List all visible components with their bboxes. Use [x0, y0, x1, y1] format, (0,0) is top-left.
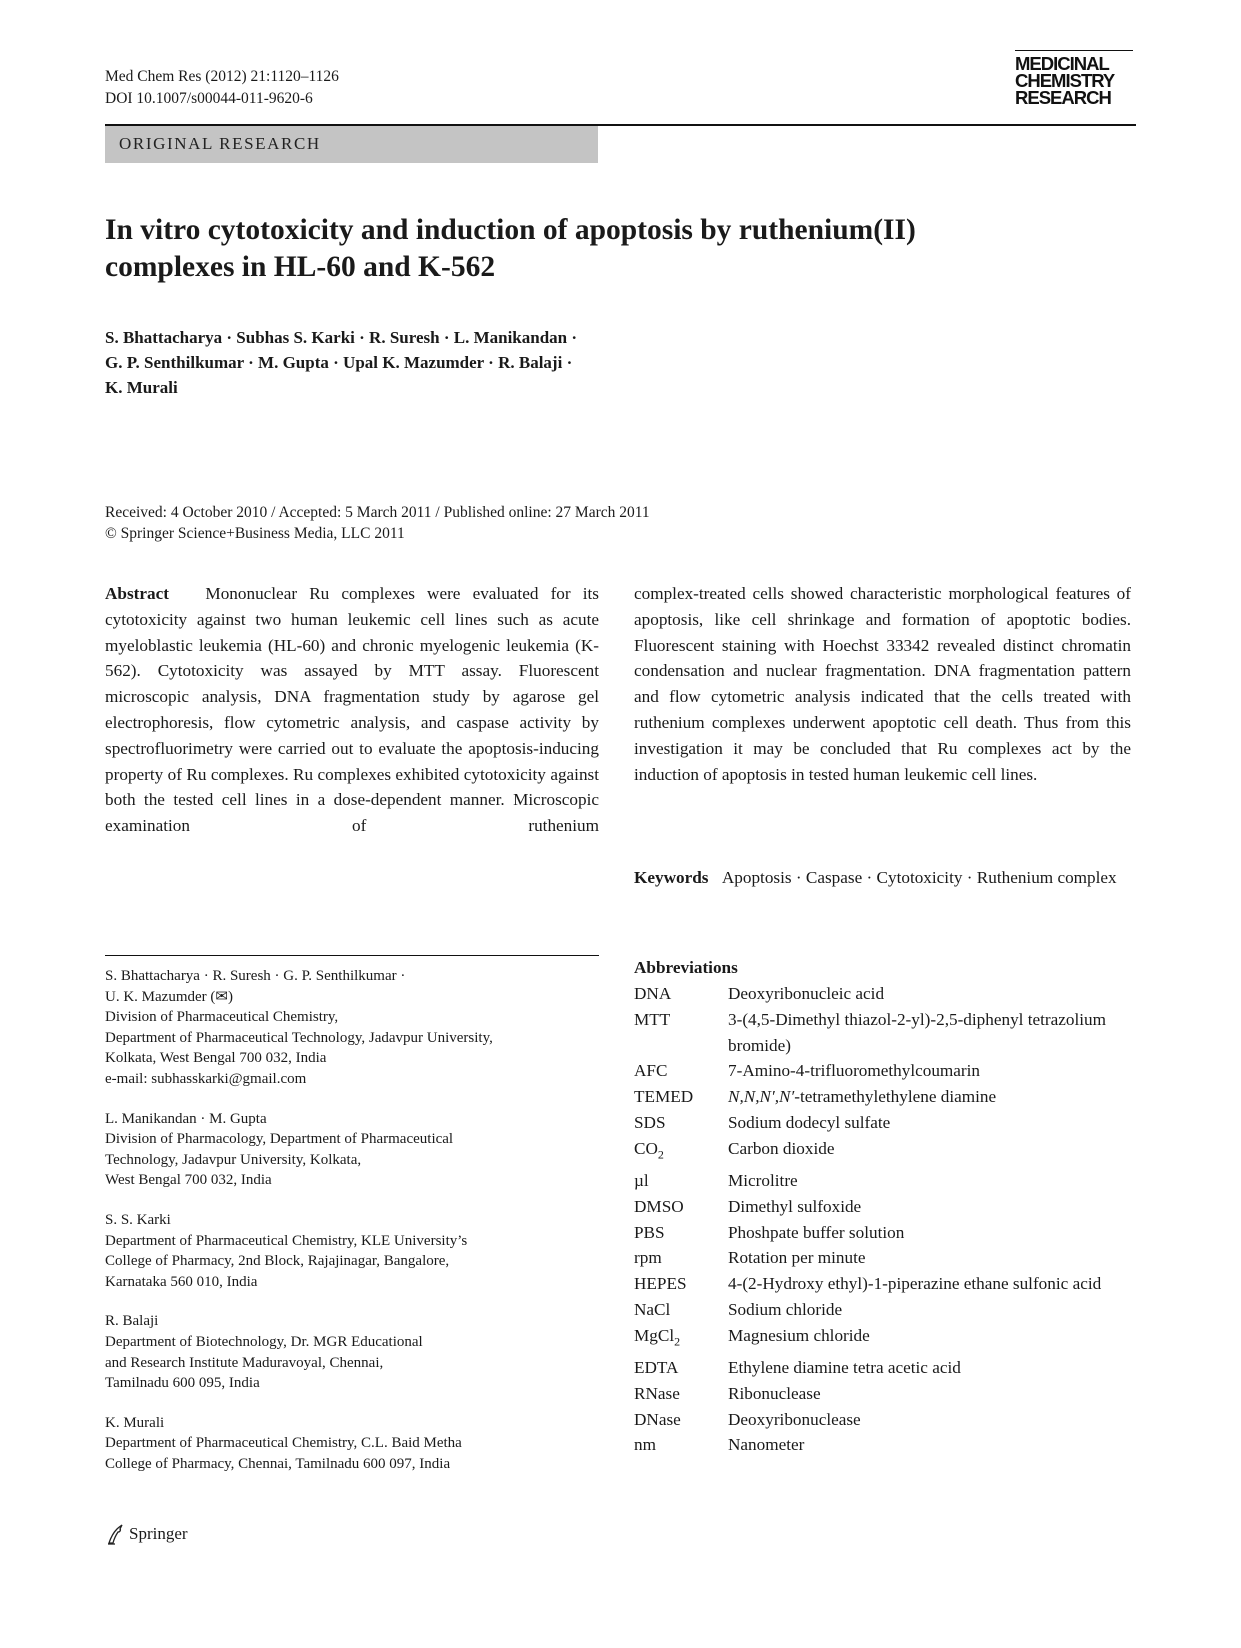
abbreviation-row — [634, 1407, 1134, 1433]
journal-reference — [105, 66, 339, 110]
abbreviation-row — [634, 1110, 1134, 1136]
affiliation-block — [105, 1413, 599, 1475]
article-title — [105, 212, 1136, 286]
email-line[interactable]: e-mail: subhasskarki@gmail.com — [105, 1070, 307, 1087]
publication-dates — [105, 502, 1136, 544]
abbreviation-row — [634, 1271, 1134, 1297]
affiliation-line: Department of Pharmaceutical Chemistry, C.L. Baid Metha — [105, 1435, 462, 1452]
affiliation-line: Division of Pharmaceutical Chemistry, — [105, 1009, 339, 1026]
abbreviation-row — [634, 1297, 1134, 1323]
affiliation-names: S. Bhattacharya · R. Suresh · G. P. Senthilkumar · — [105, 968, 406, 984]
affiliation-block — [105, 1311, 599, 1393]
abbreviation-row — [634, 1381, 1134, 1407]
affiliation-block — [105, 1109, 599, 1191]
authors-line: G. P. Senthilkumar · M. Gupta · Upal K. Mazumder · R. Balaji · — [105, 353, 573, 372]
abbreviations-title: Abbreviations — [634, 958, 738, 977]
abbreviation-term: PBS — [634, 1222, 665, 1242]
abbreviation-definition: Nanometer — [728, 1435, 805, 1455]
affiliation-names: K. Murali — [105, 1414, 165, 1431]
dates-line: Received: 4 October 2010 / Accepted: 5 March 2011 / Published online: 27 March 2011 — [105, 504, 650, 521]
abstract-label: Abstract — [105, 584, 169, 603]
keywords-label: Keywords — [634, 868, 709, 887]
abbreviation-term: NaCl — [634, 1300, 671, 1319]
abbreviation-term: MTT — [634, 1009, 671, 1029]
abbreviation-definition: Ethylene diamine tetra acetic acid — [728, 1358, 961, 1378]
abbreviation-row — [634, 1058, 1134, 1084]
author-list — [105, 325, 1005, 400]
abbreviation-row — [634, 1323, 1134, 1355]
affiliation-block — [105, 1210, 599, 1292]
doi: DOI 10.1007/s00044-011-9620-6 — [105, 90, 313, 107]
logo-line: RESEARCH — [1015, 87, 1111, 108]
abbreviation-row — [634, 1084, 1134, 1110]
abbreviation-row — [634, 981, 1134, 1007]
abbreviation-row — [634, 1136, 1134, 1168]
keywords-text: Apoptosis · Caspase · Cytotoxicity · Ruthenium complex — [721, 868, 1117, 887]
logo-line: CHEMISTRY — [1015, 70, 1115, 91]
abbreviation-definition: Dimethyl sulfoxide — [728, 1196, 862, 1216]
affiliation-line: Technology, Jadavpur University, Kolkata, — [105, 1151, 362, 1168]
affiliation-line: Department of Pharmaceutical Technology, Jadavpur University, — [105, 1029, 493, 1046]
logo-line: MEDICINAL — [1015, 53, 1109, 74]
abbreviation-row — [634, 1245, 1134, 1271]
abbreviation-row — [634, 1007, 1134, 1059]
abbreviation-term: SDS — [634, 1112, 666, 1132]
authors-line: K. Murali — [105, 378, 178, 397]
abbreviation-definition: Sodium dodecyl sulfate — [728, 1112, 891, 1132]
affiliation-names: R. Balaji — [105, 1313, 159, 1330]
abbreviation-term: AFC — [634, 1061, 668, 1081]
abbreviation-term: µl — [634, 1171, 649, 1191]
abbreviation-definition: Magnesium chloride — [728, 1325, 870, 1345]
abbreviation-term: TEMED — [634, 1087, 694, 1107]
affiliation-line: and Research Institute Maduravoyal, Chennai, — [105, 1354, 384, 1371]
affiliation-line: West Bengal 700 032, India — [105, 1172, 272, 1189]
keywords — [634, 865, 1131, 891]
affiliation-line: Division of Pharmacology, Department of Pharmaceutical — [105, 1131, 454, 1148]
section-label: ORIGINAL RESEARCH — [119, 134, 321, 153]
affiliation-names: S. S. Karki — [105, 1211, 171, 1228]
abbreviation-term: DNase — [634, 1409, 681, 1429]
journal-citation: Med Chem Res (2012) 21:1120–1126 — [105, 68, 339, 85]
journal-logo — [1015, 50, 1133, 106]
title-line: complexes in HL-60 and K-562 — [105, 251, 496, 283]
affiliation-line: College of Pharmacy, 2nd Block, Rajajinagar, Bangalore, — [105, 1253, 450, 1270]
affiliation-line: Department of Pharmaceutical Chemistry, KLE University’s — [105, 1232, 468, 1249]
abbreviations-body — [634, 981, 1134, 1458]
footnote-rule — [105, 955, 599, 956]
abstract-left-column — [105, 581, 599, 839]
abbreviation-row — [634, 1168, 1134, 1194]
affiliation-line: Kolkata, West Bengal 700 032, India — [105, 1050, 327, 1067]
affiliation-line: Tamilnadu 600 095, India — [105, 1375, 260, 1392]
abbreviations-table — [634, 981, 1134, 1458]
abbreviation-definition: Rotation per minute — [728, 1248, 866, 1268]
abbreviation-term: HEPES — [634, 1274, 687, 1294]
abbreviation-term: EDTA — [634, 1358, 679, 1378]
affiliation-line: Karnataka 560 010, India — [105, 1273, 258, 1290]
affiliation-line: Department of Biotechnology, Dr. MGR Educational — [105, 1333, 423, 1350]
authors-line: S. Bhattacharya · Subhas S. Karki · R. Suresh · L. Manikandan · — [105, 328, 578, 347]
affiliation-names: U. K. Mazumder (✉) — [105, 988, 233, 1005]
abbreviation-term: rpm — [634, 1248, 662, 1268]
abbreviation-term: MgCl$_2$ — [634, 1325, 681, 1349]
title-line: In vitro cytotoxicity and induction of apoptosis by ruthenium(II) — [105, 214, 916, 246]
abbreviation-row — [634, 1194, 1134, 1220]
abstract-text-right: complex-treated cells showed characteristic morphological features of apoptosis, like cell shrinkage and formation of apoptotic bodies. Fluorescent staining with Hoechst 33342 revealed distinct chromatin condensation and nuclear fragmentation. DNA fragmentation pattern and flow cytometric analysis indicated that the cells treated with ruthenium complexes underwent apoptotic cell death. Thus from this investigation it may be concluded that Ru complexes act by the induction of apoptosis in tested human leukemic cell lines. — [634, 584, 1131, 784]
abbreviation-row — [634, 1432, 1134, 1458]
abbreviation-definition: Deoxyribonuclease — [728, 1409, 861, 1429]
copyright-line: © Springer Science+Business Media, LLC 2011 — [105, 525, 405, 542]
abbreviation-row — [634, 1355, 1134, 1381]
abbreviation-term: RNase — [634, 1383, 680, 1403]
section-band — [105, 126, 598, 163]
abbreviation-definition: 7-Amino-4-trifluoromethylcoumarin — [728, 1061, 981, 1081]
abbreviation-definition: Microlitre — [728, 1171, 798, 1191]
abstract-text-left: Mononuclear Ru complexes were evaluated for its cytotoxicity against two human leukemic cell lines such as acute myeloblastic leukemia (HL-60) and chronic myelogenic leukemia (K-562). Cytotoxicity was assayed by MTT assay. Fluorescent microscopic analysis, DNA fragmentation study by agarose gel electrophoresis, flow cytometric analysis, and caspase activity by spectrofluorimetry were carried out to evaluate the apoptosis-inducing property of Ru complexes. Ru complexes exhibited cytotoxicity against both the tested cell lines in a dose-dependent manner. Microscopic examination of ruthenium — [105, 584, 599, 836]
abbreviation-term: DMSO — [634, 1196, 684, 1216]
abbreviation-definition: Deoxyribonucleic acid — [728, 984, 885, 1003]
abbreviation-term: DNA — [634, 984, 672, 1003]
abbreviation-term: nm — [634, 1435, 656, 1455]
publisher-footer — [105, 1522, 188, 1546]
abbreviation-definition: N,N,N′,N′-tetramethylethylene diamine — [728, 1087, 997, 1107]
springer-horse-icon — [105, 1523, 125, 1545]
abbreviation-definition: 4-(2-Hydroxy ethyl)-1-piperazine ethane sulfonic acid — [728, 1274, 1102, 1294]
abbreviation-row — [634, 1220, 1134, 1246]
abbreviation-definition: 3-(4,5-Dimethyl thiazol-2-yl)-2,5-diphenyl tetrazolium bromide) — [728, 1009, 1107, 1055]
abbreviation-definition: Ribonuclease — [728, 1383, 821, 1403]
affiliation-names: L. Manikandan · M. Gupta — [105, 1110, 267, 1127]
affiliation-line: College of Pharmacy, Chennai, Tamilnadu 600 097, India — [105, 1455, 451, 1472]
affiliation-block — [105, 966, 599, 1090]
abstract-right-column — [634, 581, 1131, 787]
affiliations — [105, 966, 599, 1493]
abbreviation-definition: Sodium chloride — [728, 1300, 843, 1319]
publisher-name: Springer — [129, 1524, 188, 1543]
abbreviation-definition: Carbon dioxide — [728, 1138, 835, 1158]
abbreviation-term: $CO_2$ — [634, 1138, 664, 1162]
abbreviation-definition: Phoshpate buffer solution — [728, 1222, 905, 1242]
